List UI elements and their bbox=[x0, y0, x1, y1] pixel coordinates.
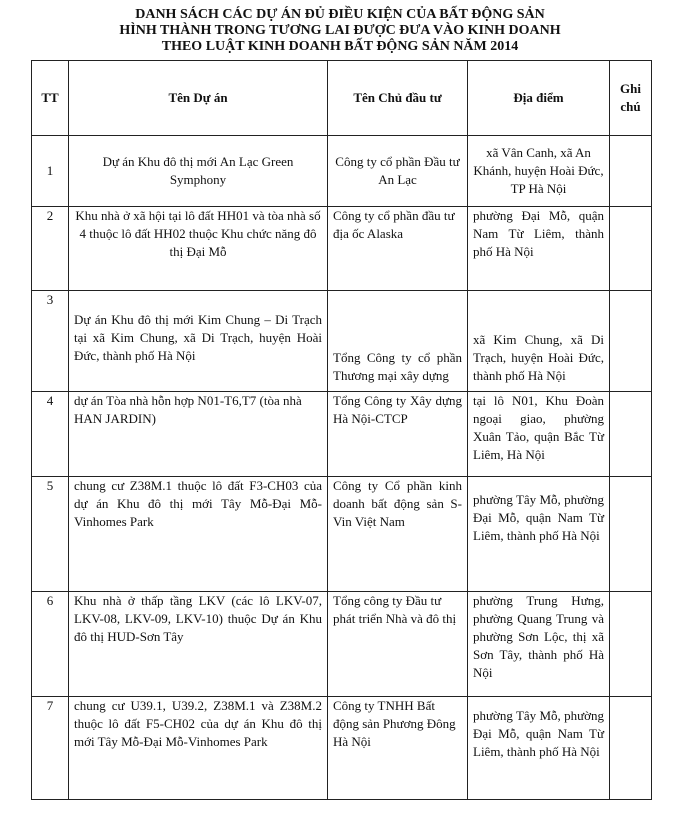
cell-project-name: chung cư U39.1, U39.2, Z38M.1 và Z38M.2 thuộc lô đất F5-CH02 của dự án Khu đô thị mới Tây Mỗ-Đại Mỗ-Vinhomes Park bbox=[69, 697, 328, 800]
table-row bbox=[32, 392, 652, 477]
cell-owner: Tổng Công ty cổ phần Thương mại xây dựng bbox=[328, 291, 468, 392]
header-project-name: Tên Dự án bbox=[69, 61, 328, 136]
cell-location: phường Trung Hưng, phường Quang Trung và phường Sơn Lộc, thị xã Sơn Tây, thành phố Hà Nội bbox=[468, 592, 610, 697]
table-row bbox=[32, 136, 652, 207]
cell-project-name: chung cư Z38M.1 thuộc lô đất F3-CH03 của dự án Khu đô thị mới Tây Mỗ-Đại Mỗ-Vinhomes Park bbox=[69, 477, 328, 592]
cell-note bbox=[610, 592, 652, 697]
cell-location: phường Tây Mỗ, phường Đại Mỗ, quận Nam Từ Liêm, thành phố Hà Nội bbox=[468, 697, 610, 800]
cell-location: xã Kim Chung, xã Di Trạch, huyện Hoài Đức, thành phố Hà Nội bbox=[468, 291, 610, 392]
cell-location: phường Đại Mỗ, quận Nam Từ Liêm, thành phố Hà Nội bbox=[468, 207, 610, 291]
cell-project-name: Khu nhà ở xã hội tại lô đất HH01 và tòa nhà số 4 thuộc lô đất HH02 thuộc Khu chức năng đô thị Đại Mỗ bbox=[69, 207, 328, 291]
cell-note bbox=[610, 291, 652, 392]
cell-tt: 4 bbox=[32, 392, 69, 477]
cell-note bbox=[610, 477, 652, 592]
table-row bbox=[32, 592, 652, 697]
table-row bbox=[32, 291, 652, 392]
cell-tt: 5 bbox=[32, 477, 69, 592]
cell-project-name: dự án Tòa nhà hỗn hợp N01-T6,T7 (tòa nhà HAN JARDIN) bbox=[69, 392, 328, 477]
cell-owner: Công ty TNHH Bất động sản Phương Đông Hà Nội bbox=[328, 697, 468, 800]
header-tt: TT bbox=[32, 61, 69, 136]
cell-location: xã Vân Canh, xã An Khánh, huyện Hoài Đức, TP Hà Nội bbox=[468, 136, 610, 207]
cell-note bbox=[610, 136, 652, 207]
cell-owner: Tổng Công ty Xây dựng Hà Nội-CTCP bbox=[328, 392, 468, 477]
cell-location: phường Tây Mỗ, phường Đại Mỗ, quận Nam Từ Liêm, thành phố Hà Nội bbox=[468, 477, 610, 592]
cell-tt: 7 bbox=[32, 697, 69, 800]
cell-project-name: Dự án Khu đô thị mới An Lạc Green Symphony bbox=[69, 136, 328, 207]
project-list-table bbox=[31, 60, 652, 800]
header-owner: Tên Chủ đầu tư bbox=[328, 61, 468, 136]
header-location: Địa điểm bbox=[468, 61, 610, 136]
cell-tt: 6 bbox=[32, 592, 69, 697]
cell-owner: Công ty cổ phần đầu tư địa ốc Alaska bbox=[328, 207, 468, 291]
cell-owner: Tổng công ty Đầu tư phát triển Nhà và đô thị bbox=[328, 592, 468, 697]
cell-project-name: Khu nhà ở thấp tầng LKV (các lô LKV-07, LKV-08, LKV-09, LKV-10) thuộc Dự án Khu đô thị HUD-Sơn Tây bbox=[69, 592, 328, 697]
cell-note bbox=[610, 392, 652, 477]
table-row bbox=[32, 477, 652, 592]
cell-owner: Công ty Cổ phần kinh doanh bất động sản S-Vin Việt Nam bbox=[328, 477, 468, 592]
document-title bbox=[0, 7, 680, 55]
cell-note bbox=[610, 697, 652, 800]
table-row bbox=[32, 207, 652, 291]
cell-note bbox=[610, 207, 652, 291]
cell-tt: 3 bbox=[32, 291, 69, 392]
cell-tt: 1 bbox=[32, 136, 69, 207]
cell-location: tại lô N01, Khu Đoàn ngoại giao, phường Xuân Tảo, quận Bắc Từ Liêm, Hà Nội bbox=[468, 392, 610, 477]
cell-project-name: Dự án Khu đô thị mới Kim Chung – Di Trạch tại xã Kim Chung, xã Di Trạch, huyện Hoài Đức, thành phố Hà Nội bbox=[69, 291, 328, 392]
header-note: Ghi chú bbox=[610, 61, 652, 136]
table-header-row bbox=[32, 61, 652, 136]
cell-owner: Công ty cổ phần Đầu tư An Lạc bbox=[328, 136, 468, 207]
title-line-3: THEO LUẬT KINH DOANH BẤT ĐỘNG SẢN NĂM 2014 bbox=[161, 39, 519, 54]
title-line-2: HÌNH THÀNH TRONG TƯƠNG LAI ĐƯỢC ĐƯA VÀO KINH DOANH bbox=[119, 23, 561, 38]
table-row bbox=[32, 697, 652, 800]
title-line-1: DANH SÁCH CÁC DỰ ÁN ĐỦ ĐIỀU KIỆN CỦA BẤT ĐỘNG SẢN bbox=[135, 7, 545, 22]
cell-tt: 2 bbox=[32, 207, 69, 291]
